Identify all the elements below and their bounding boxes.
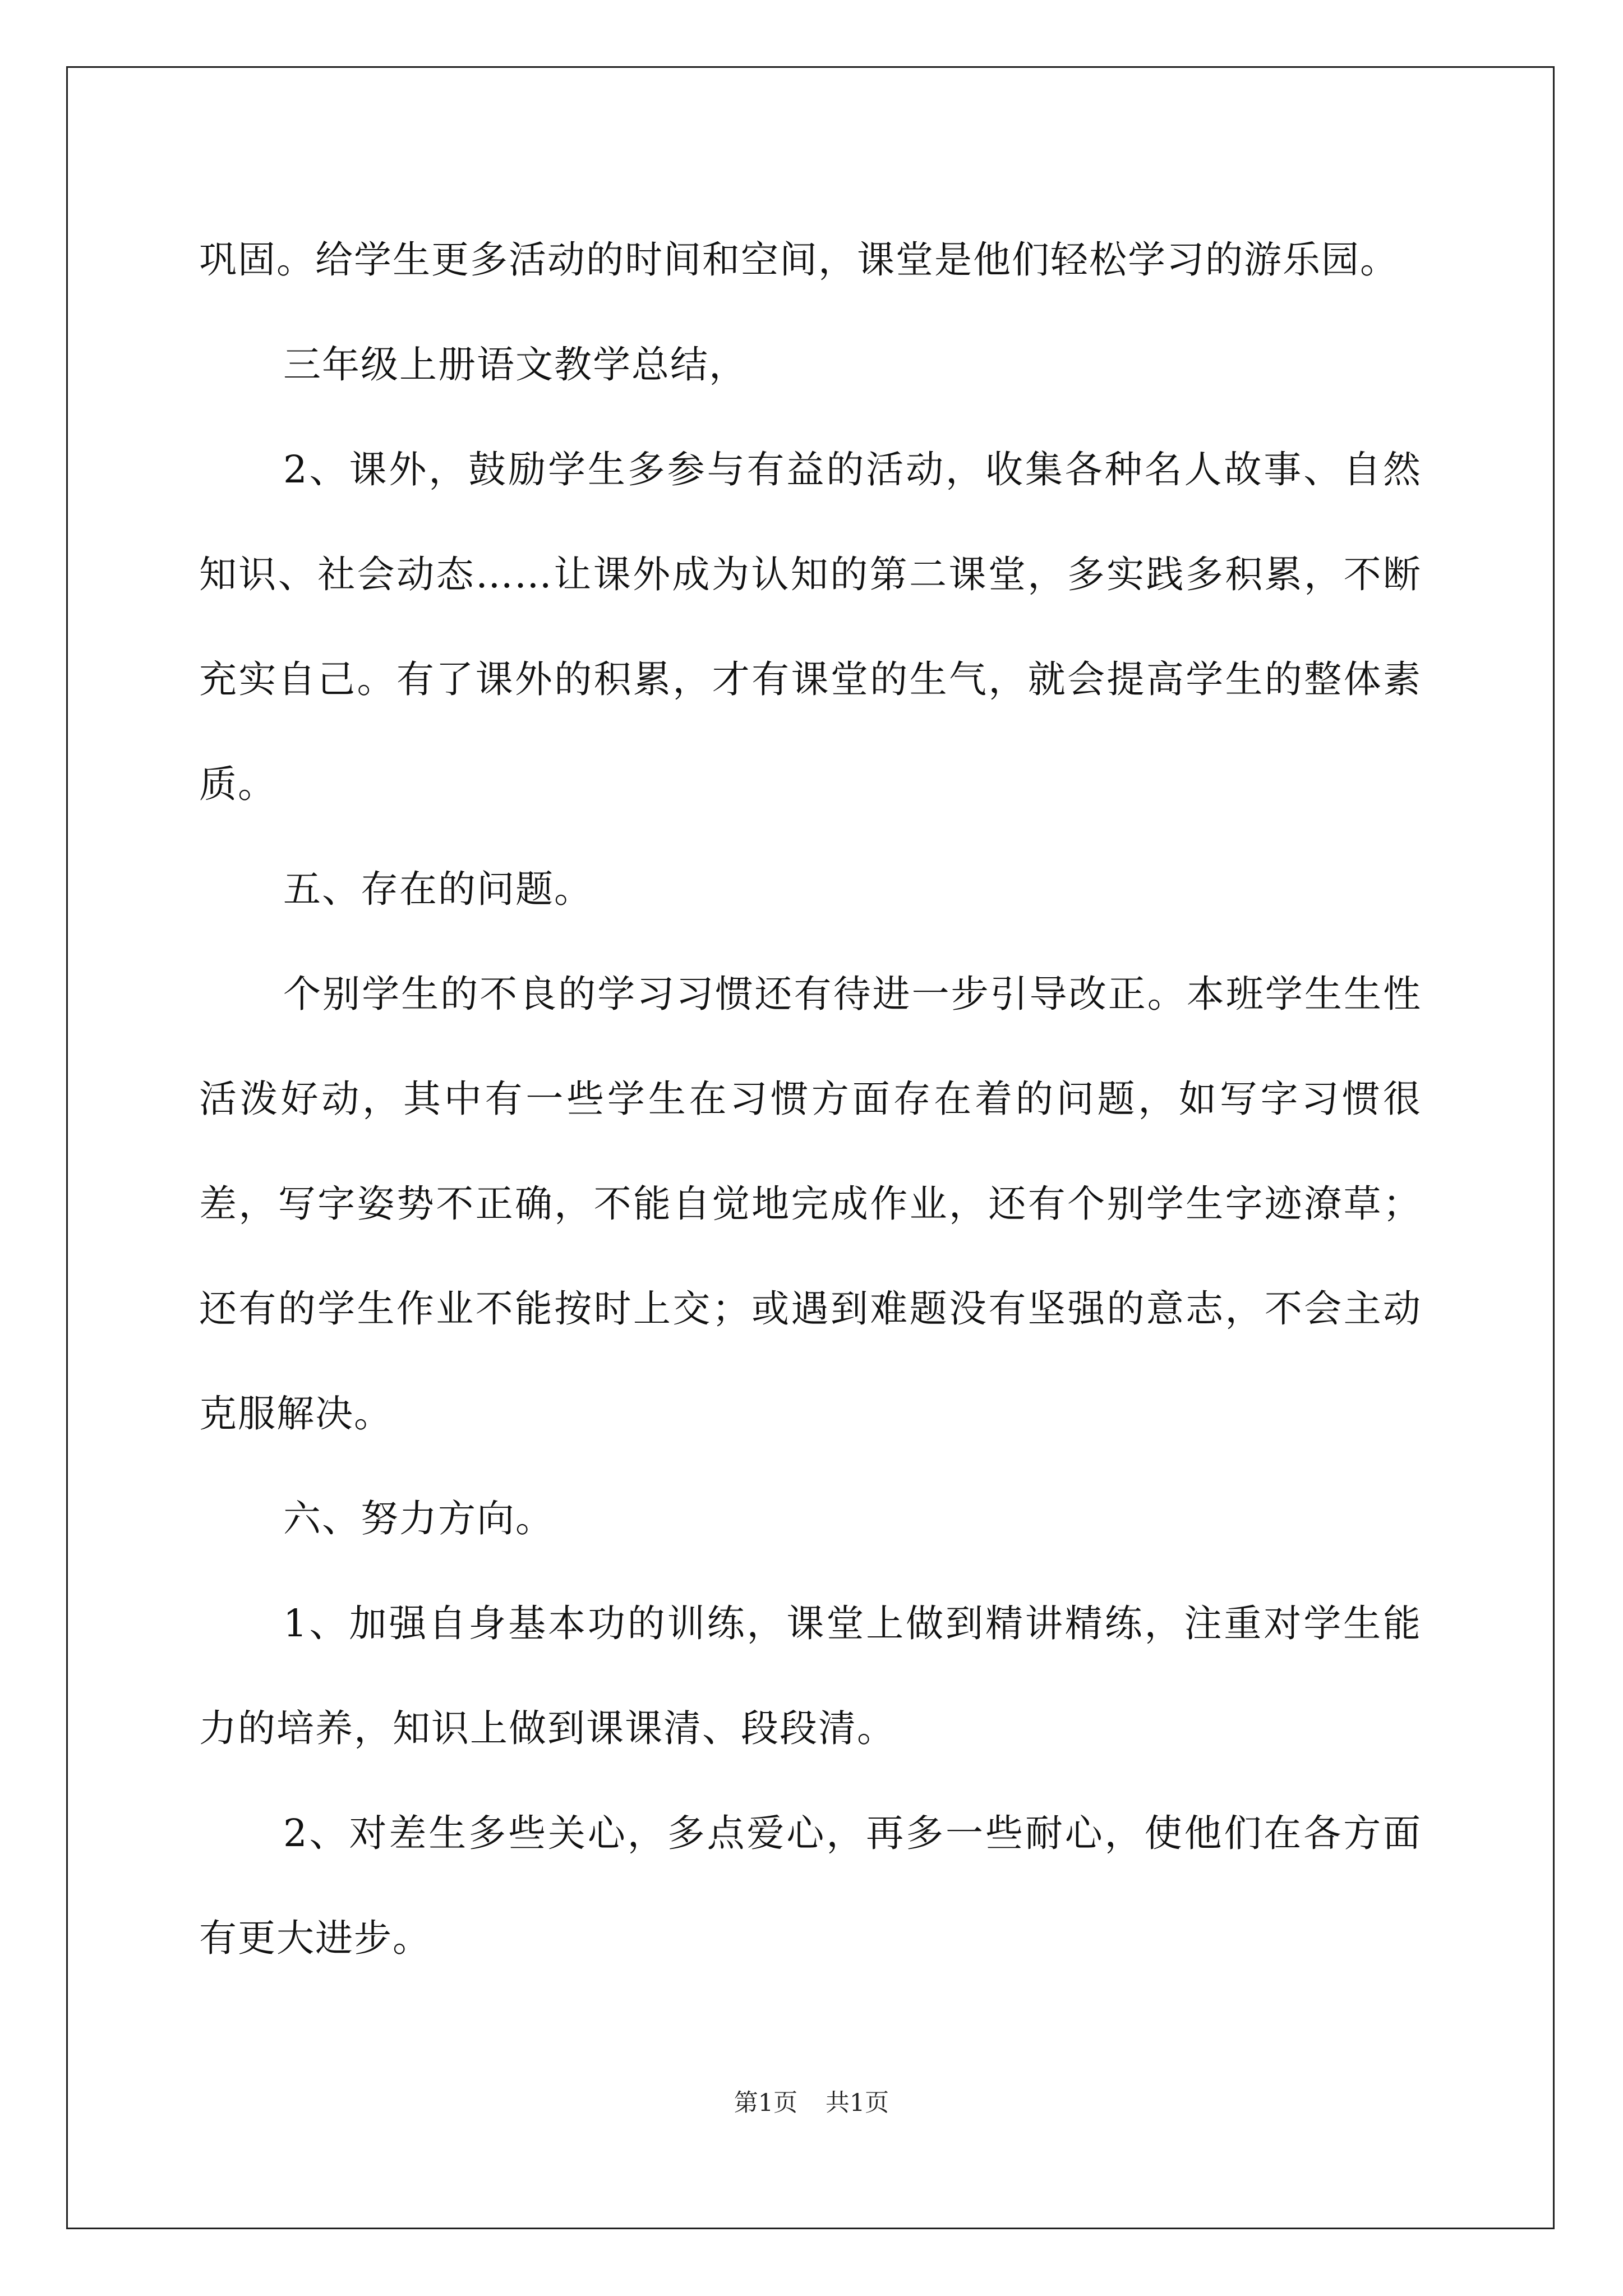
page-number: 第1页 xyxy=(734,2089,798,2117)
paragraph-7: 1、加强自身基本功的训练，课堂上做到精讲精练，注重对学生能力的培养，知识上做到课课清、段段清。 xyxy=(199,1602,1422,1750)
paragraph-2: 三年级上册语文教学总结， xyxy=(283,343,748,386)
paragraph-3: 2、课外，鼓励学生多参与有益的活动，收集各种名人故事、自然知识、社会动态……让课外成为认知的第二课堂，多实践多积累，不断充实自己。有了课外的积累，才有课堂的生气，就会提高学生的整体素质。 xyxy=(199,448,1422,806)
page-total: 共1页 xyxy=(825,2089,889,2117)
paragraph-8: 2、对差生多些关心，多点爱心，再多一些耐心，使他们在各方面有更大进步。 xyxy=(199,1811,1422,1960)
section-heading-problems: 五、存在的问题。 xyxy=(283,867,593,911)
page-footer xyxy=(0,2084,1623,2118)
section-heading-direction: 六、努力方向。 xyxy=(283,1497,554,1540)
paragraph-1: 巩固。给学生更多活动的时间和空间，课堂是他们轻松学习的游乐园。 xyxy=(199,238,1399,282)
paragraph-5: 个别学生的不良的学习习惯还有待进一步引导改正。本班学生生性活泼好动，其中有一些学生在习惯方面存在着的问题，如写字习惯很差，写字姿势不正确，不能自觉地完成作业，还有个别学生字迹潦草；还有的学生作业不能按时上交；或遇到难题没有坚强的意志，不会主动克服解决。 xyxy=(199,972,1422,1435)
document-body xyxy=(199,208,1422,1991)
